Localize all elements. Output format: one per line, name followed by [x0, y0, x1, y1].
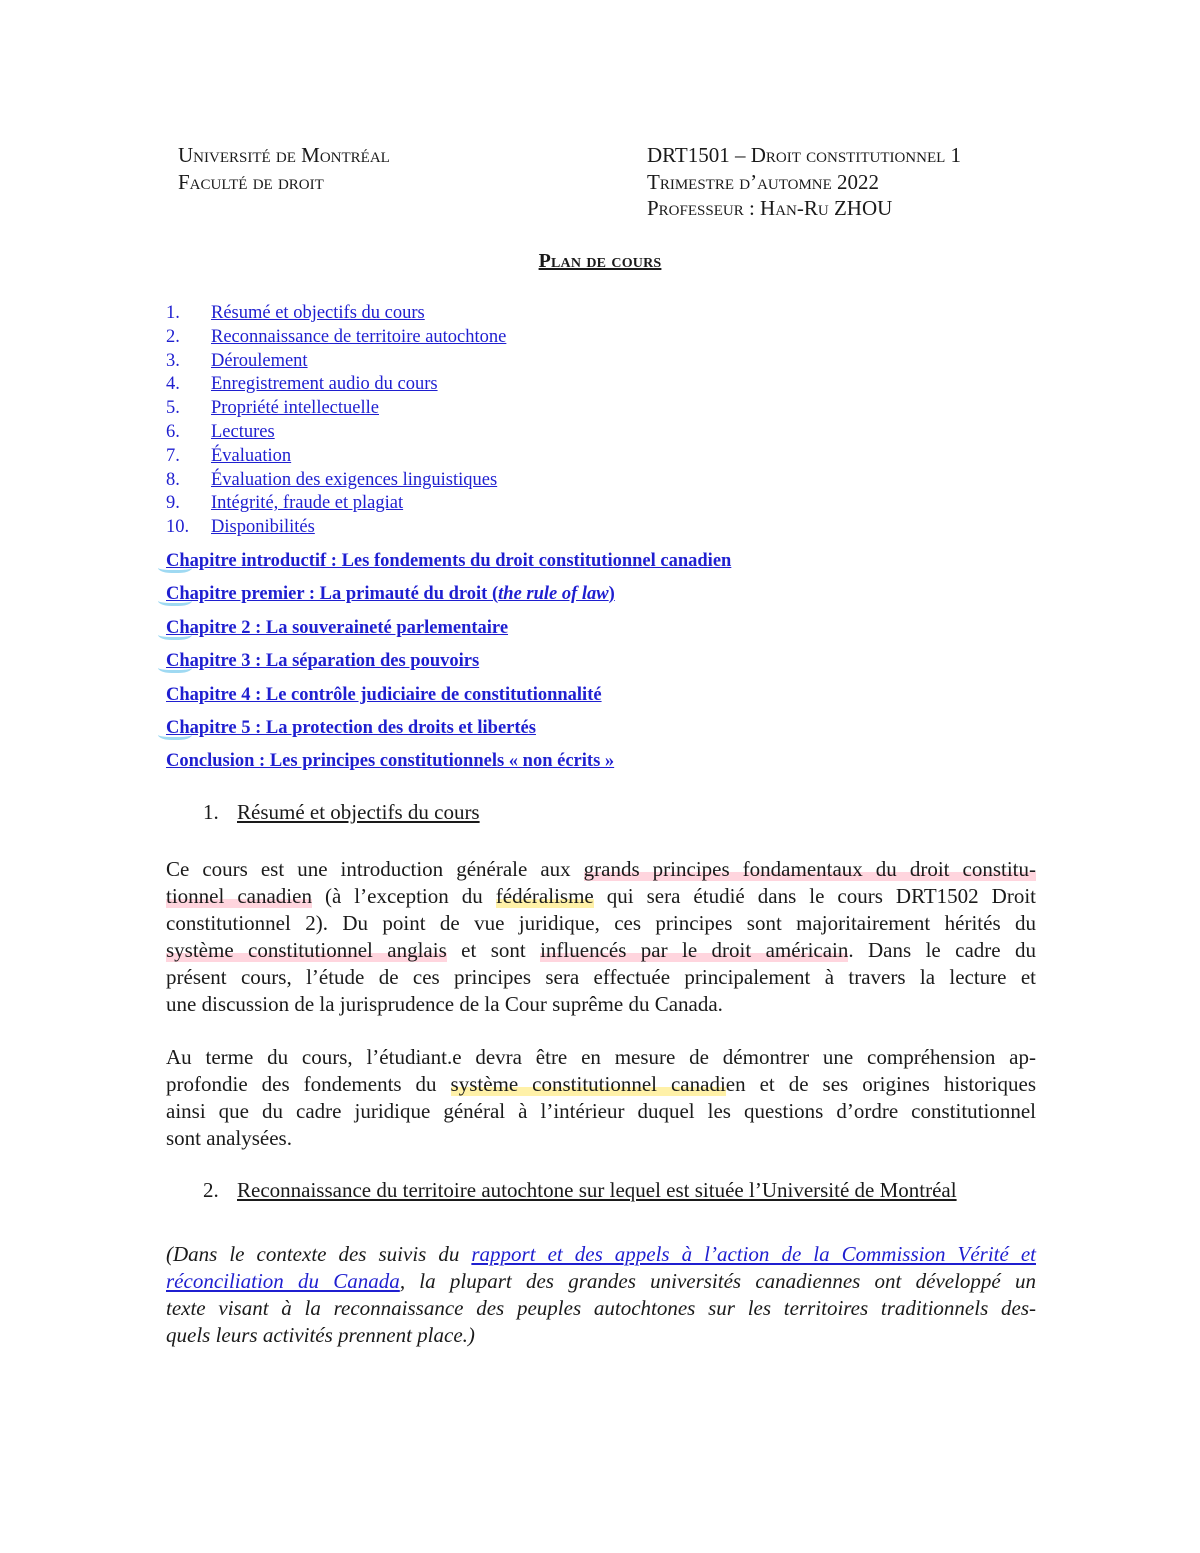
chapter-label: Chapitre 4 : Le contrôle judiciaire de constitutionnalité: [166, 684, 602, 705]
chapter-link-4[interactable]: [166, 682, 731, 715]
chapter-label-end: ): [608, 584, 615, 605]
commission-report-link[interactable]: rapport et des appels à l’action de la Commission Vérité et: [471, 1242, 1036, 1266]
toc-number: 7.: [166, 445, 180, 466]
chapter-link-2[interactable]: [166, 615, 731, 648]
toc-label: Évaluation: [211, 445, 292, 466]
chapter-link-conclusion[interactable]: [166, 748, 731, 781]
term: Trimestre d’automne 2022: [647, 169, 880, 194]
section-title: Résumé et objectifs du cours: [237, 800, 480, 824]
chapter-label: Chapitre introductif : Les fondements du droit constitutionnel canadien: [166, 551, 732, 571]
toc-number: 10.: [166, 517, 190, 538]
text-line: une discussion de la jurisprudence de la Cour suprême du Canada.: [166, 992, 723, 1016]
toc-link-5[interactable]: [166, 397, 506, 421]
section-heading-1: [203, 800, 480, 825]
toc-link-1[interactable]: [166, 302, 506, 326]
text-line: texte visant à la reconnaissance des peuples autochtones sur les territoires traditionnels des-: [166, 1296, 1036, 1320]
toc-link-7[interactable]: [166, 445, 506, 469]
commission-report-link-cont[interactable]: réconciliation du Canada: [166, 1269, 400, 1293]
toc-link-2[interactable]: [166, 326, 506, 350]
chapter-label: Chapitre 2 : La souveraineté parlementaire: [166, 617, 509, 638]
page-title: Plan de cours: [538, 250, 662, 272]
chapter-link-1[interactable]: [166, 581, 731, 614]
text-line: réconciliation du Canada, la plupart des grandes universités canadiennes ont développé un: [166, 1269, 1036, 1293]
text-line: tionnel canadien (à l’exception du fédéralisme qui sera étudié dans le cours DRT1502 Droit: [166, 884, 1036, 908]
toc-label: Évaluation des exigences linguistiques: [211, 469, 498, 490]
section-heading-2: [203, 1178, 957, 1203]
chapter-label: Chapitre 3 : La séparation des pouvoirs: [166, 651, 480, 672]
toc-number: 6.: [166, 421, 180, 442]
toc-link-4[interactable]: [166, 373, 506, 397]
text-line: quels leurs activités prennent place.): [166, 1323, 475, 1347]
toc-label: Déroulement: [211, 350, 308, 371]
paragraph-context: [166, 1241, 1036, 1349]
toc-link-6[interactable]: [166, 421, 506, 445]
toc-number: 4.: [166, 374, 180, 395]
text-line: Ce cours est une introduction générale aux grands principes fondamentaux du droit constitu-: [166, 857, 1036, 881]
highlighter-mark: [158, 727, 192, 740]
toc-number: 9.: [166, 493, 180, 514]
faculty-name: Faculté de droit: [178, 169, 324, 194]
toc-label: Reconnaissance de territoire autochtone: [211, 326, 507, 347]
toc-number: 8.: [166, 469, 180, 490]
course-code: DRT1501 – Droit constitutionnel 1: [647, 143, 962, 167]
toc-link-8[interactable]: [166, 469, 506, 493]
highlighter-mark: [158, 627, 192, 640]
text-line: constitutionnel 2). Du point de vue juridique, ces principes sont majoritairement hérités du: [166, 911, 1036, 935]
text-line: ainsi que du cadre juridique général à l’intérieur duquel les questions d’ordre constitutionnel: [166, 1099, 1036, 1123]
text-line: Au terme du cours, l’étudiant.e devra être en mesure de démontrer une compréhension ap-: [166, 1045, 1036, 1069]
section-number: 2.: [203, 1178, 219, 1202]
header-left: [178, 142, 390, 195]
professor: Professeur : Han-Ru ZHOU: [647, 196, 893, 220]
toc-link-3[interactable]: [166, 350, 506, 374]
highlighter-mark: [158, 660, 192, 673]
text-line: sont analysées.: [166, 1126, 292, 1150]
university-name: Université de Montréal: [178, 143, 390, 167]
toc-label: Résumé et objectifs du cours: [211, 303, 425, 323]
chapter-label: Chapitre 5 : La protection des droits et libertés: [166, 717, 536, 738]
section-number: 1.: [203, 800, 219, 824]
toc-number: 5.: [166, 398, 180, 419]
chapter-label-italic: the rule of law: [498, 584, 609, 605]
text-line: système constitutionnel anglais et sont influencés par le droit américain. Dans le cadre du: [166, 938, 1036, 962]
chapter-links: [166, 548, 731, 782]
toc-number: 2.: [166, 326, 180, 347]
paragraph-objectives: [166, 1044, 1036, 1152]
chapter-label: Conclusion : Les principes constitutionnels « non écrits »: [166, 751, 615, 772]
toc-label: Disponibilités: [211, 517, 315, 538]
toc-label: Lectures: [211, 421, 275, 442]
toc-label: Intégrité, fraude et plagiat: [211, 493, 404, 514]
table-of-contents: [166, 302, 506, 540]
toc-label: Propriété intellectuelle: [211, 398, 379, 419]
toc-link-10[interactable]: [166, 516, 506, 540]
text-line: profondie des fondements du système constitutionnel canadien et de ses origines historiques: [166, 1072, 1036, 1096]
toc-number: 1.: [166, 303, 180, 323]
section-title: Reconnaissance du territoire autochtone sur lequel est située l’Université de Montréal: [237, 1178, 957, 1202]
chapter-link-5[interactable]: [166, 715, 731, 748]
paragraph-summary: [166, 856, 1036, 1018]
text-line: (Dans le contexte des suivis du rapport et des appels à l’action de la Commission Vérité et: [166, 1242, 1036, 1266]
chapter-link-3[interactable]: [166, 648, 731, 681]
toc-link-9[interactable]: [166, 492, 506, 516]
toc-number: 3.: [166, 350, 180, 371]
highlighter-mark: [158, 560, 192, 573]
chapter-link-intro[interactable]: [166, 548, 731, 581]
chapter-label: Chapitre premier : La primauté du droit (: [166, 584, 499, 605]
text-line: présent cours, l’étude de ces principes sera effectuée principalement à travers la lecture et: [166, 965, 1036, 989]
header-right: [647, 142, 961, 222]
toc-label: Enregistrement audio du cours: [211, 374, 438, 395]
highlighter-mark: [158, 593, 192, 606]
